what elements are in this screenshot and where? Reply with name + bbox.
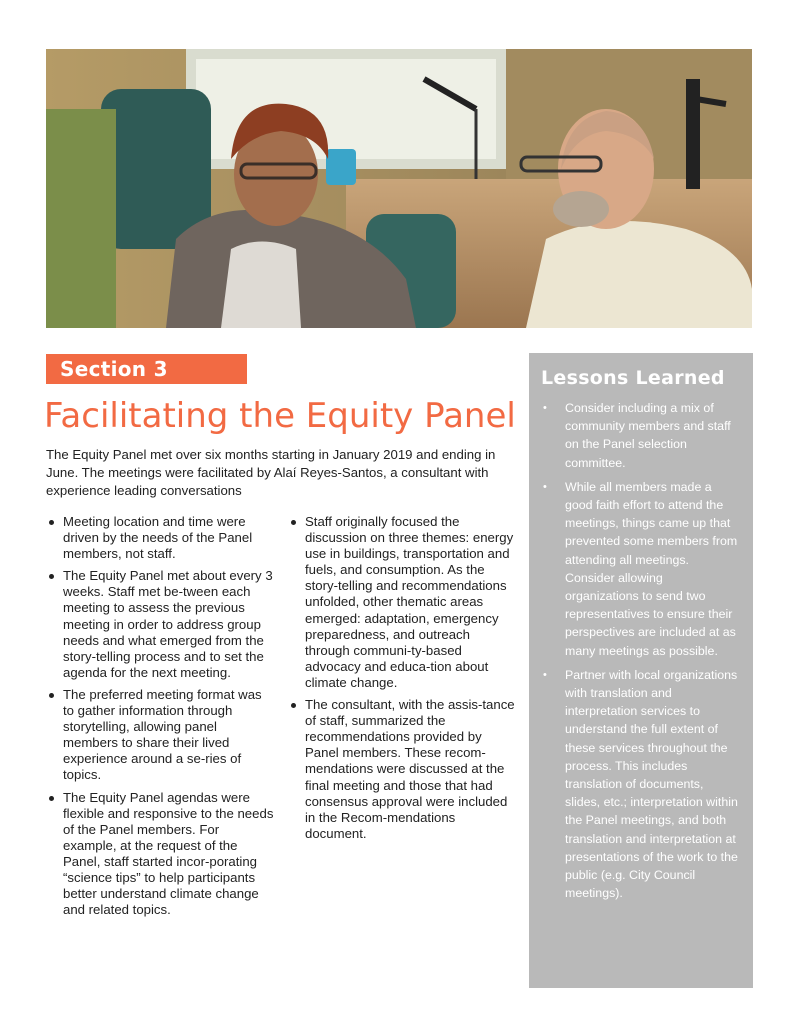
- lessons-learned-sidebar: [529, 353, 753, 988]
- section-label: Section 3: [46, 354, 247, 384]
- lesson-item: [541, 666, 739, 903]
- header-photo: [46, 49, 752, 328]
- lesson-text: Consider including a mix of community members and staff on the Panel selection committee.: [565, 401, 731, 470]
- list-item: [288, 514, 518, 691]
- bullet-icon: [49, 693, 54, 698]
- page-title: Facilitating the Equity Panel: [44, 396, 516, 436]
- left-bullet-list: [46, 514, 274, 924]
- bullet-icon: •: [543, 402, 547, 414]
- list-item-text: The Equity Panel met about every 3 weeks. Staff met be-tween each meeting to assess the previous meeting in order to address group needs and what emerged from the story-telling process and to set the agenda for the next meeting.: [63, 568, 273, 680]
- list-item-text: The preferred meeting format was to gather information through storytelling, allowing panel members to share their lived experience around a se-ries of topics.: [63, 686, 262, 783]
- list-item: [46, 568, 274, 681]
- bullet-icon: [49, 520, 54, 525]
- list-item-text: Staff originally focused the discussion on three themes: energy use in buildings, transportation and fuels, and consumption. As the story-telling and recommendations unfolded, other thematic areas emerged: adaptation, emergency preparedness, and outreach through communi-ty-based advocacy and educa-tion about climate change.: [305, 514, 514, 690]
- lesson-item: [541, 478, 739, 660]
- bullet-icon: [291, 520, 296, 525]
- list-item: [46, 790, 274, 919]
- bullet-icon: •: [543, 668, 547, 681]
- list-item-text: The Equity Panel agendas were flexible and responsive to the needs of the Panel members. For example, at the request of the Panel, staff started incor-porating “science tips” to help participants better understand climate change and related topics.: [63, 789, 274, 918]
- bullet-icon: [49, 796, 54, 801]
- list-item-text: The consultant, with the assis-tance of staff, summarized the recommendations provided by Panel members. These recom-mendations were discussed at the final meeting and those that had consensus approval were included in the Recom-mendations document.: [305, 697, 515, 841]
- lessons-heading: Lessons Learned: [541, 367, 725, 389]
- bullet-icon: [291, 703, 296, 708]
- photo-two-people-talking-icon: [46, 49, 752, 328]
- list-item: [288, 697, 518, 842]
- lessons-list: [541, 399, 739, 902]
- right-bullet-list: [288, 514, 518, 848]
- lesson-text: Partner with local organizations with translation and interpretation services to understand the full extent of these services throughout the process. This includes translation of documents, slides, etc.; interpretation within the Panel meetings, and both translation and interpretation at presentations of the work to the public (e.g. City Council meetings).: [565, 667, 738, 901]
- list-item: [46, 514, 274, 562]
- bullet-icon: [49, 574, 54, 579]
- list-item: [46, 687, 274, 784]
- bullet-icon: •: [543, 480, 547, 493]
- intro-paragraph: The Equity Panel met over six months starting in January 2019 and ending in June. The meetings were facilitated by Alaí Reyes-Santos, a consultant with experience leading conversations: [46, 447, 496, 498]
- list-item-text: Meeting location and time were driven by the needs of the Panel members, not staff.: [63, 514, 253, 562]
- lesson-item: [541, 399, 739, 472]
- lesson-text: While all members made a good faith effort to attend the meetings, things came up that prevented some members from attending all meetings. Consider allowing organizations to send two representatives to ensure their perspectives are included at as many meetings as possible.: [565, 479, 738, 658]
